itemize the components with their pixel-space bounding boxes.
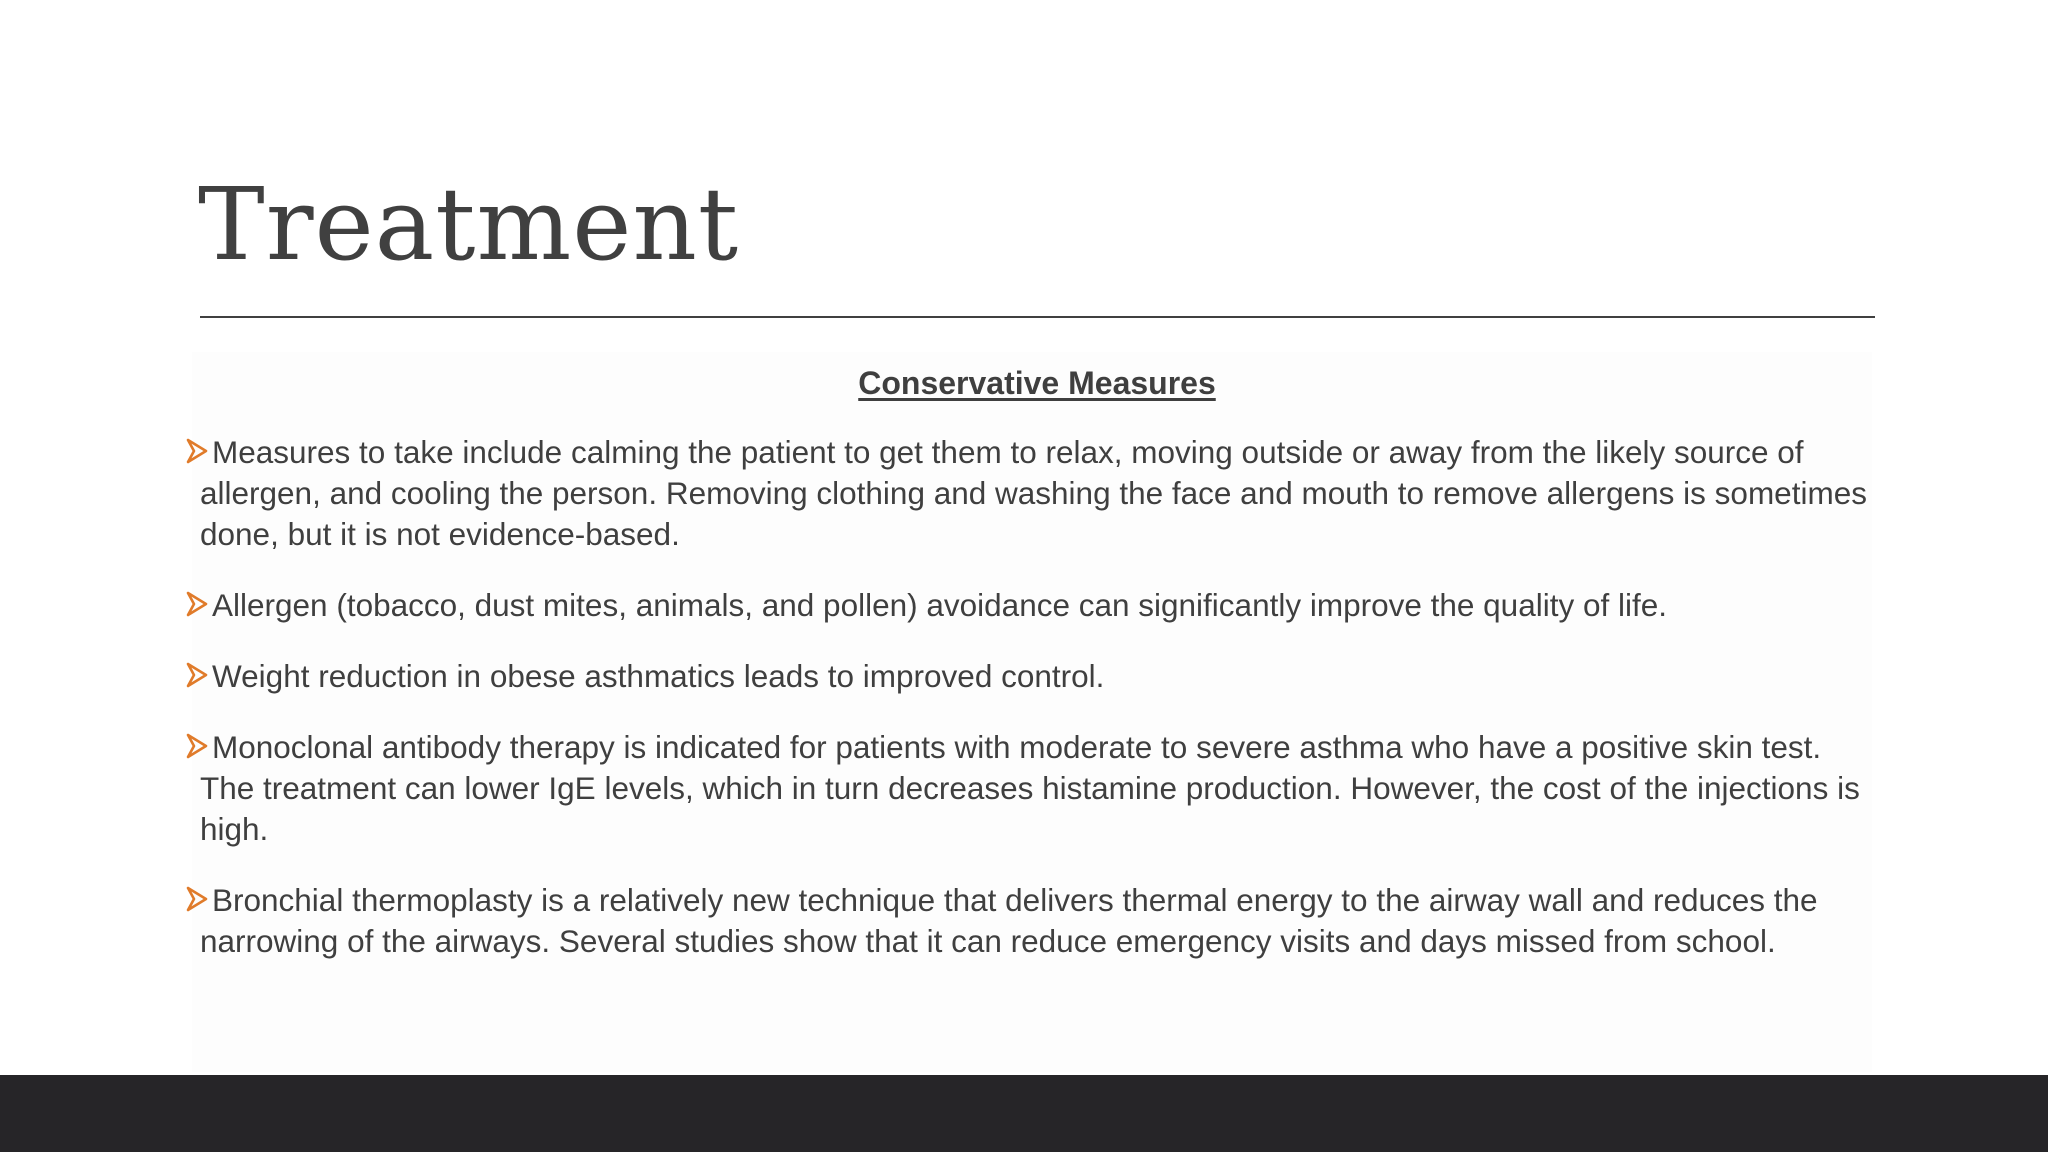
bullet-text: Measures to take include calming the patient to get them to relax, moving outside or away from the likely source of allergen, and cooling the person. Removing clothing and washing the face and mouth to remove allergens is sometimes done, but it is not evidence-based. [200,434,1867,552]
arrow-bullet-icon [186,589,208,619]
arrow-bullet-icon [186,660,208,690]
title-divider [200,316,1875,318]
bullet-text: Monoclonal antibody therapy is indicated for patients with moderate to severe asthma who have a positive skin test. The treatment can lower IgE levels, which in turn decreases histamine production. However, the cost of the injections is high. [200,729,1860,847]
bullet-text: Allergen (tobacco, dust mites, animals, and pollen) avoidance can significantly improve the quality of life. [212,587,1668,623]
bullet-item [192,880,1872,962]
footer-bar [0,1075,2048,1152]
arrow-bullet-icon [186,436,208,466]
bullet-text: Bronchial thermoplasty is a relatively new technique that delivers thermal energy to the airway wall and reduces the narrowing of the airways. Several studies show that it can reduce emergency visits and days missed from school. [200,882,1818,959]
bullet-item [192,585,1872,626]
bullet-item [192,432,1872,555]
section-subheading: Conservative Measures [858,365,1216,401]
content-area [192,352,1872,1072]
bullet-item [192,727,1872,850]
bullet-item [192,656,1872,697]
arrow-bullet-icon [186,884,208,914]
bullet-list [192,432,1872,992]
arrow-bullet-icon [186,731,208,761]
bullet-text: Weight reduction in obese asthmatics leads to improved control. [212,658,1105,694]
slide-title: Treatment [198,166,740,283]
